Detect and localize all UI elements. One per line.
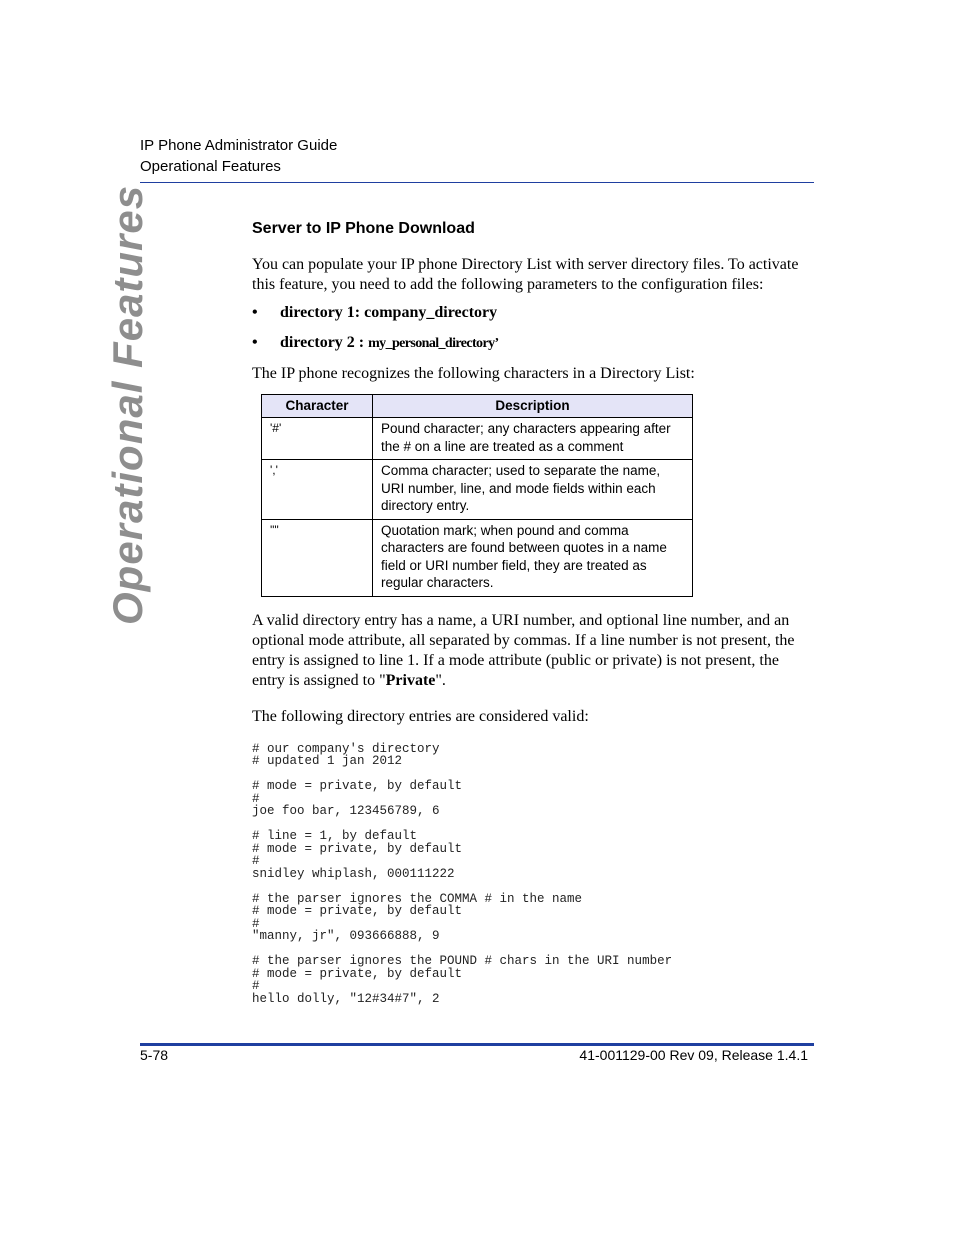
parameter-value: my_personal_directory’ [368, 336, 499, 351]
description-cell: Pound character; any characters appearing after the # on a line are treated as a comment [373, 418, 693, 460]
list-item [252, 303, 814, 323]
header-divider [140, 182, 814, 183]
column-header-character: Character [262, 395, 373, 418]
valid-entry-end: ". [435, 671, 446, 689]
bullet-icon: • [252, 304, 258, 321]
description-cell: Quotation mark; when pound and comma characters are found between quotes in a name field or URI number field, they are treated as regular characters. [373, 519, 693, 596]
intro-paragraph: You can populate your IP phone Directory List with server directory files. To activate this feature, you need to add the following parameters to the configuration files: [252, 256, 799, 293]
parameter-list [252, 303, 814, 354]
document-id: 41-001129-00 Rev 09, Release 1.4.1 [579, 1047, 808, 1063]
table-row [262, 460, 693, 520]
recognizes-paragraph: The IP phone recognizes the following characters in a Directory List: [252, 365, 695, 382]
table-row [262, 418, 693, 460]
bullet-icon: • [252, 334, 258, 351]
header-guide-title: IP Phone Administrator Guide [140, 137, 338, 154]
column-header-description: Description [373, 395, 693, 418]
page-header [140, 135, 337, 177]
code-sample: # our company's directory # updated 1 jan 2012 # mode = private, by default # joe foo bar, 123456789, 6 # line = 1, by default # mode = private, by default # snidley whiplash, 000111222 # the parser ignores the COMMA # in the name # mode = private, by default # "manny, jr", 093666888, 9 # the parser ignores the POUND # chars in the URI number # mode = private, by default # hello dolly, "12#34#7", 2 [252, 741, 673, 1006]
character-cell: '"' [262, 519, 373, 596]
valid-entry-paragraph [252, 611, 814, 691]
valid-entry-text: A valid directory entry has a name, a URI number, and optional line number, and an optional mode attribute, all separated by commas. If a line number is not present, the entry is assigned to line 1. If a mode attribute (public or private) is not present, the entry is assigned to " [252, 611, 795, 689]
list-item [252, 333, 814, 354]
table-header-row [262, 395, 693, 418]
main-content [252, 219, 814, 1005]
section-title: Server to IP Phone Download [252, 220, 475, 237]
characters-table [261, 394, 693, 597]
parameter-text: directory 2 : [280, 334, 369, 351]
description-cell: Comma character; used to separate the name, URI number, line, and mode fields within each directory entry. [373, 460, 693, 520]
table-row [262, 519, 693, 596]
page-number: 5-78 [140, 1047, 169, 1063]
following-paragraph: The following directory entries are considered valid: [252, 707, 589, 725]
character-cell: ',' [262, 460, 373, 520]
private-keyword: Private [385, 671, 436, 689]
side-chapter-title: Operational Features [104, 184, 151, 625]
parameter-text: directory 1: company_directory [280, 304, 498, 321]
character-cell: '#' [262, 418, 373, 460]
header-chapter-title: Operational Features [140, 158, 281, 175]
